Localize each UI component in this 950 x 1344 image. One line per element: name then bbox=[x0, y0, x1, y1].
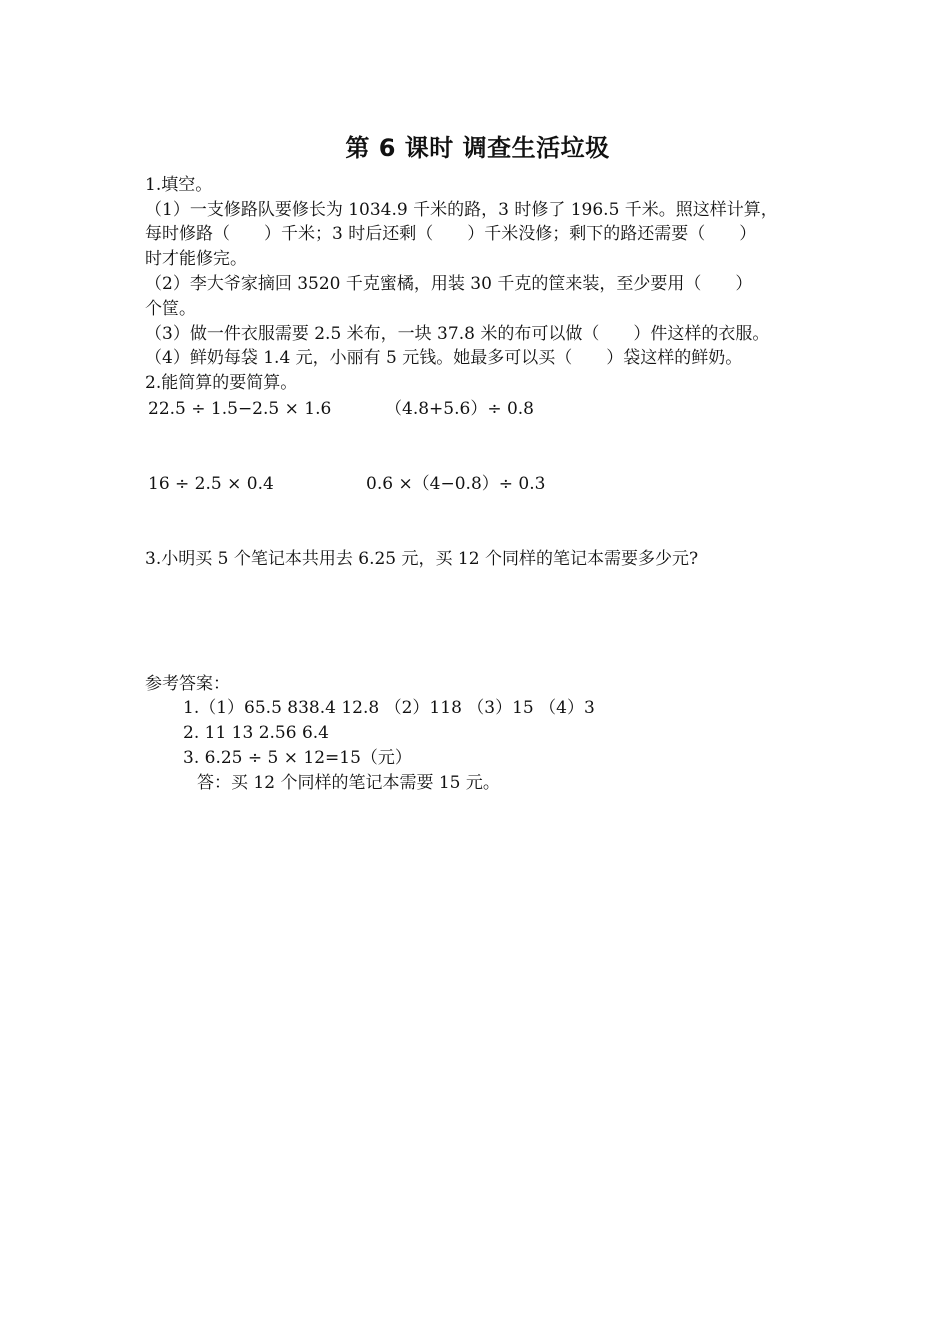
q1-part2-line1: （2）李大爷家摘回 3520 千克蜜橘，用装 30 千克的筐来装，至少要用（ ） bbox=[145, 274, 753, 294]
q1-heading: 1.填空。 bbox=[145, 175, 213, 195]
q2-heading: 2.能简算的要简算。 bbox=[145, 373, 298, 393]
q3-text: 3.小明买 5 个笔记本共用去 6.25 元，买 12 个同样的笔记本需要多少元? bbox=[145, 549, 699, 569]
q1-part2-line2: 个筐。 bbox=[145, 299, 196, 319]
answer-3: 3. 6.25 ÷ 5 × 12=15（元） bbox=[183, 748, 412, 768]
q2-expression-4: 0.6 ×（4−0.8）÷ 0.3 bbox=[366, 474, 546, 494]
q2-expression-2: （4.8+5.6）÷ 0.8 bbox=[385, 399, 534, 419]
answer-1: 1.（1）65.5 838.4 12.8 （2）118 （3）15 （4）3 bbox=[183, 698, 595, 718]
q1-part1-line1: （1）一支修路队要修长为 1034.9 千米的路，3 时修了 196.5 千米。照这样计算， bbox=[145, 200, 778, 220]
answers-heading: 参考答案： bbox=[145, 674, 230, 694]
q1-part1-line2: 每时修路（ ）千米；3 时后还剩（ ）千米没修；剩下的路还需要（ ） bbox=[145, 224, 757, 244]
q1-part3: （3）做一件衣服需要 2.5 米布，一块 37.8 米的布可以做（ ）件这样的衣服。 bbox=[145, 324, 770, 344]
answer-3-conclusion: 答：买 12 个同样的笔记本需要 15 元。 bbox=[197, 773, 500, 793]
q1-part1-line3: 时才能修完。 bbox=[145, 249, 247, 269]
q1-part4: （4）鲜奶每袋 1.4 元，小丽有 5 元钱。她最多可以买（ ）袋这样的鲜奶。 bbox=[145, 348, 743, 368]
page-title: 第 6 课时 调查生活垃圾 bbox=[345, 134, 610, 162]
answer-2: 2. 11 13 2.56 6.4 bbox=[183, 723, 329, 743]
q2-expression-1: 22.5 ÷ 1.5−2.5 × 1.6 bbox=[148, 399, 332, 419]
q2-expression-3: 16 ÷ 2.5 × 0.4 bbox=[148, 474, 274, 494]
